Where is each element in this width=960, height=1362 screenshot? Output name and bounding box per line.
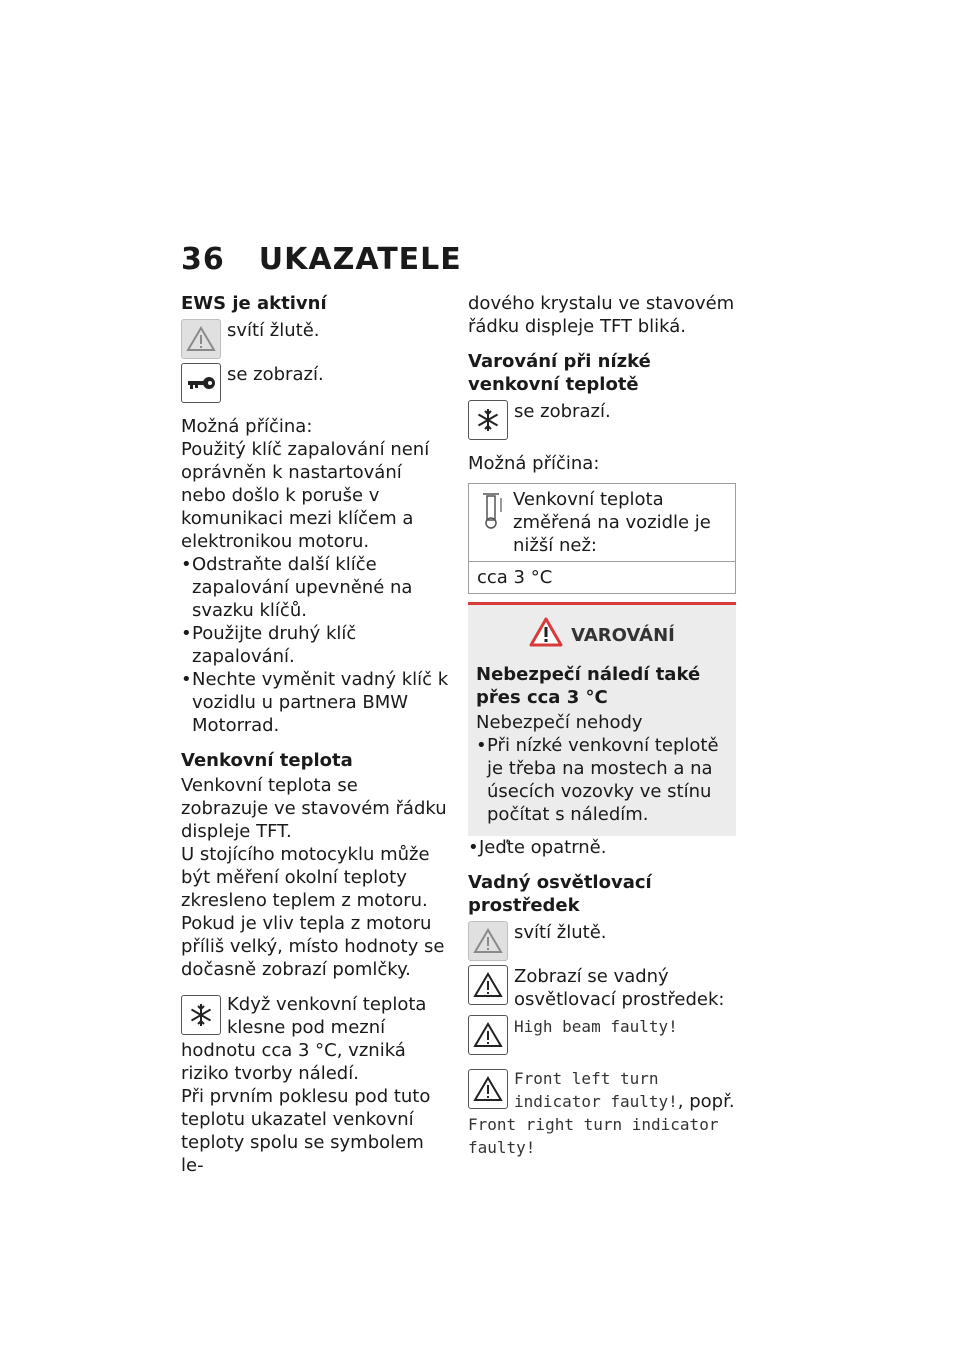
action-list [468,836,736,859]
table-row: cca 3 °C [469,561,735,593]
temp-heading: Venkovní teplota [181,750,353,771]
cause-label: Možná příčina: [468,453,600,474]
ews-yellow-row [181,319,449,359]
ews-line1: svítí žlutě. [227,320,320,341]
temp-paragraph-1: Venkovní teplota se zobrazuje ve stavovém řádku displeje TFT. [181,775,447,842]
list-item: • Při nízké venkovní teplotě je třeba na mostech a na úsecích vozovky ve stínu počítat s náledím. [476,734,728,826]
lamp-heading: Vadný osvětlovací prostředek [468,872,652,916]
snowflake-icon [181,995,221,1035]
table-row [469,484,735,561]
ice-heading: Varování při nízké venkovní teplotě [468,351,651,395]
warning-triangle-icon [529,617,571,653]
page-number: 36 [181,242,225,277]
warning-triangle-icon [181,319,221,359]
ice-row [468,400,736,440]
temp-paragraph-4: Při prvním poklesu pod tuto teplotu ukazatel venkovní teploty spolu se symbolem le- [181,1086,431,1176]
lamp-display-row [468,965,736,1011]
warning-triangle-icon [468,921,508,961]
page-header [181,240,741,280]
warning-triangle-icon [468,1069,508,1109]
warning-triangle-icon [468,1015,508,1055]
ews-line2: se zobrazí. [227,364,324,385]
ews-heading: EWS je aktivní [181,293,327,314]
warning-title [476,617,728,653]
message-text: Front right turn indicator faulty! [468,1115,719,1157]
cause-label: Možná příčina: [181,416,313,437]
message-row-2 [468,1067,736,1159]
ice-line: se zobrazí. [514,401,611,422]
action-list [181,553,449,737]
continued-text: dového krystalu ve stavovém řádku displeje TFT bliká. [468,293,735,337]
warning-title-text: VAROVÁNÍ [571,624,675,646]
warning-sub: Nebezpečí nehody [476,712,643,733]
ews-key-row [181,363,449,403]
ice-info-block [181,993,449,1085]
warning-box [468,602,736,836]
warning-list [476,734,728,826]
snowflake-icon [468,400,508,440]
lamp-line2: Zobrazí se vadný osvětlovací prostředek: [514,966,725,1010]
list-item: • Jeďte opatrně. [468,836,736,859]
message-suffix: , popř. [677,1091,735,1112]
message-row-1 [468,1015,736,1055]
temp-paragraph-2: U stojícího motocyklu může být měření okolní teploty zkresleno teplem z motoru. Pokud je vliv tepla z motoru příliš velký, místo hodnoty se dočasně zobrazí pomlčky. [181,844,445,980]
key-icon [181,363,221,403]
temp-paragraph-3: Když venkovní teplota klesne pod mezní hodnotu cca 3 °C, vzniká riziko tvorby náledí. [181,994,427,1084]
condition-table [468,483,736,594]
lamp-line1: svítí žlutě. [514,922,607,943]
lamp-yellow-row [468,921,736,961]
warning-heading: Nebezpečí náledí také přes cca 3 °C [476,664,701,708]
left-column [181,292,449,1177]
right-column [468,292,736,1159]
message-text: High beam faulty! [514,1017,678,1036]
thermometer-icon [477,490,505,536]
table-row-text: Venkovní teplota změřená na vozidle je nižší než: [513,489,711,556]
message-text: Front left turn indicator faulty! [514,1069,678,1111]
list-item: • Nechte vyměnit vadný klíč k vozidlu u partnera BMW Motorrad. [181,668,449,737]
cause-text: Použitý klíč zapalování není oprávněn k nastartování nebo došlo k poruše v komunikaci mezi klíčem a elektronikou motoru. [181,439,430,552]
list-item: • Použijte druhý klíč zapalování. [181,622,449,668]
warning-triangle-icon [468,965,508,1005]
page-title: UKAZATELE [258,242,462,277]
list-item: • Odstraňte další klíče zapalování upevněné na svazku klíčů. [181,553,449,622]
